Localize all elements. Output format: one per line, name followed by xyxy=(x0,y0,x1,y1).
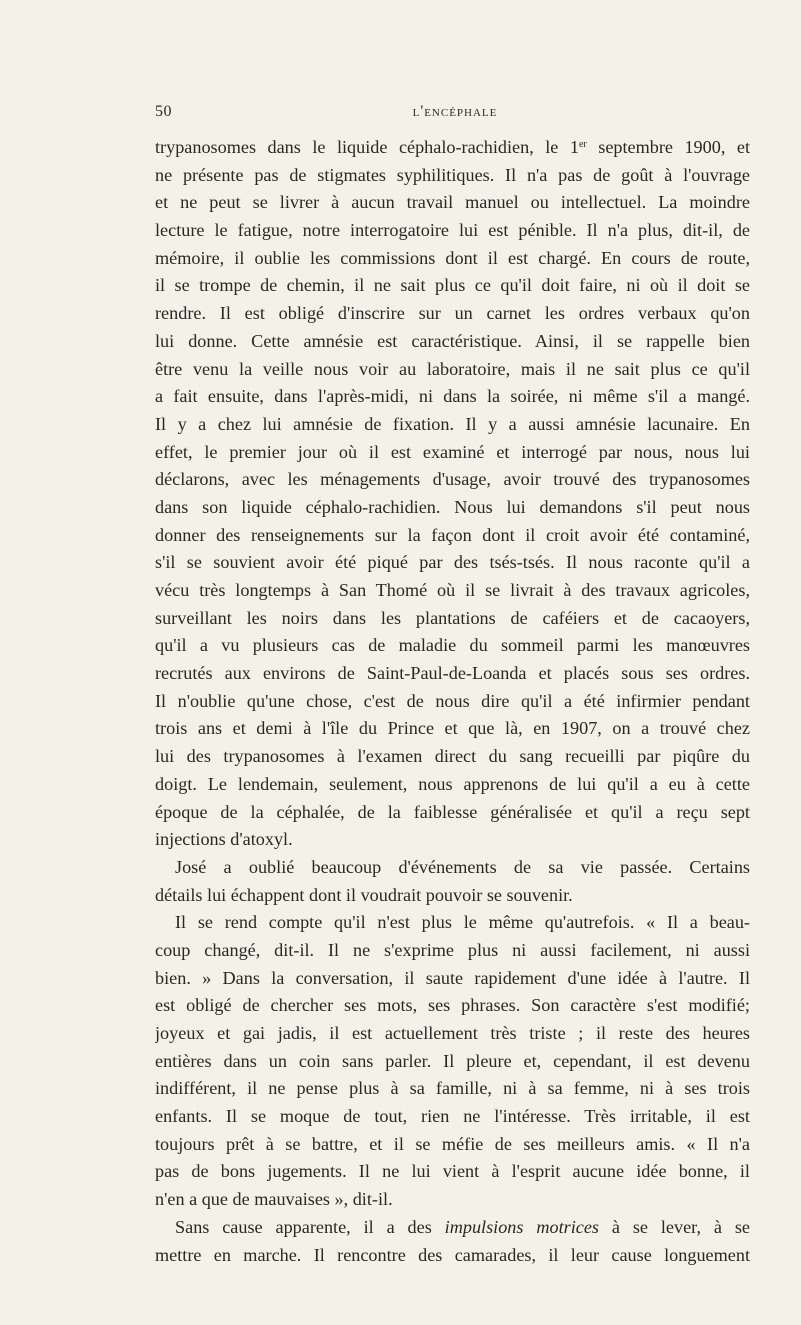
line-text: donner des renseignements sur la façon dont il croit avoir été contaminé, xyxy=(155,524,750,545)
text-line xyxy=(155,632,750,660)
text-line xyxy=(155,937,750,965)
text-line xyxy=(155,771,750,799)
line-text: ne présente pas de stigmates syphilitiques. Il n'a pas de goût à l'ouvrage xyxy=(155,164,750,185)
text-line xyxy=(155,1131,750,1159)
running-head xyxy=(155,103,755,127)
text-line xyxy=(155,605,750,633)
line-text: est obligé de chercher ses mots, ses phrases. Son caractère s'est modifié; xyxy=(155,995,750,1016)
line-text: vécu très longtemps à San Thomé où il se livrait à des travaux agricoles, xyxy=(155,580,750,600)
text-line xyxy=(155,1103,750,1131)
line-text: qu'il a vu plusieurs cas de maladie du sommeil parmi les manœuvres xyxy=(155,635,750,656)
line-text: entières dans un coin sans parler. Il pleure et, cependant, il est devenu xyxy=(155,1050,750,1071)
line-text: détails lui échappent dont il voudrait pouvoir se souvenir. xyxy=(155,884,573,905)
text-line xyxy=(155,411,750,439)
line-text: et ne peut se livrer à aucun travail manuel ou intellectuel. La moindre xyxy=(155,192,750,213)
line-text: lui des trypanosomes à l'examen direct du sang recueilli par piqûre du xyxy=(155,746,750,767)
line-text: dans son liquide céphalo-rachidien. Nous lui demandons s'il peut nous xyxy=(155,496,750,517)
text-line xyxy=(155,356,750,384)
line-text: mémoire, il oublie les commissions dont il est chargé. En cours de route, xyxy=(155,247,750,268)
line-text: doigt. Le lendemain, seulement, nous apprenons de lui qu'il a eu à cette xyxy=(155,773,750,794)
text-line xyxy=(155,909,750,937)
line-text: lui donne. Cette amnésie est caractéristique. Ainsi, il se rappelle bien xyxy=(155,330,750,351)
text-line xyxy=(155,245,750,273)
line-text: déclarons, avec les ménagements d'usage, avoir trouvé des trypanosomes xyxy=(155,469,750,490)
line-text: mettre en marche. Il rencontre des camarades, il leur cause longuement xyxy=(155,1244,750,1265)
text-line xyxy=(155,217,750,245)
text-line xyxy=(155,1020,750,1048)
line-text: surveillant les noirs dans les plantations de caféiers et de cacaoyers, xyxy=(155,607,750,628)
line-text: bien. » Dans la conversation, il saute rapidement d'une idée à l'autre. Il xyxy=(155,967,750,988)
line-text: rendre. Il est obligé d'inscrire sur un carnet les ordres verbaux qu'on xyxy=(155,303,750,324)
line-text: être venu la veille nous voir au laboratoire, mais il ne sait plus ce qu'il xyxy=(155,358,750,379)
text-line xyxy=(155,549,750,577)
line-text: Sans cause apparente, il a des xyxy=(175,1216,445,1237)
line-text: joyeux et gai jadis, il est actuellement très triste ; il reste des heures xyxy=(155,1023,750,1043)
text-line xyxy=(155,965,750,993)
line-text: a fait ensuite, dans l'après-midi, ni dans la soirée, ni même s'il a mangé. xyxy=(155,386,750,407)
text-line xyxy=(155,1186,750,1214)
line-text: trypanosomes dans le liquide céphalo-rachidien, le 1 xyxy=(155,137,579,157)
text-line xyxy=(155,882,750,910)
text-line xyxy=(155,992,750,1020)
line-text: septembre 1900, et xyxy=(586,137,750,157)
text-line xyxy=(155,577,750,605)
text-line xyxy=(155,300,750,328)
text-line xyxy=(155,189,750,217)
line-text: recrutés aux environs de Saint-Paul-de-Loanda et placés sous ses ordres. xyxy=(155,663,750,684)
text-line xyxy=(155,134,750,162)
text-line xyxy=(155,1158,750,1186)
line-text: effet, le premier jour où il est examiné et interrogé par nous, nous lui xyxy=(155,441,750,462)
line-text: José a oublié beaucoup d'événements de sa vie passée. Certains xyxy=(175,856,750,877)
text-line xyxy=(155,688,750,716)
text-line xyxy=(155,1214,750,1242)
line-text: Il y a chez lui amnésie de fixation. Il y a aussi amnésie lacunaire. En xyxy=(155,413,750,434)
line-text: n'en a que de mauvaises », dit-il. xyxy=(155,1189,393,1210)
chapter-title: l'encéphale xyxy=(412,103,498,120)
text-line xyxy=(155,799,750,827)
text-line xyxy=(155,522,750,550)
line-text: pas de bons jugements. Il ne lui vient à l'esprit aucune idée bonne, il xyxy=(155,1161,750,1182)
line-text: injections d'atoxyl. xyxy=(155,829,293,850)
text-line xyxy=(155,383,750,411)
line-text: Il se rend compte qu'il n'est plus le même qu'autrefois. « Il a beau- xyxy=(175,912,750,933)
text-line xyxy=(155,660,750,688)
text-line xyxy=(155,328,750,356)
line-text: indifférent, il ne pense plus à sa famille, ni à sa femme, ni à ses trois xyxy=(155,1078,750,1099)
text-line xyxy=(155,826,750,854)
text-line xyxy=(155,494,750,522)
line-text: époque de la céphalée, de la faiblesse généralisée et qu'il a reçu sept xyxy=(155,801,750,822)
text-line xyxy=(155,1242,750,1270)
line-text: à se lever, à se xyxy=(599,1216,750,1237)
line-text: Il n'oublie qu'une chose, c'est de nous dire qu'il a été infirmier pendant xyxy=(155,690,750,711)
italic-term: impulsions motrices xyxy=(444,1216,599,1237)
body-text xyxy=(155,134,750,1269)
text-line xyxy=(155,854,750,882)
line-text: il se trompe de chemin, il ne sait plus ce qu'il doit faire, ni où il doit se xyxy=(155,275,750,296)
page-number: 50 xyxy=(155,103,172,120)
line-text: s'il se souvient avoir été piqué par des tsés-tsés. Il nous raconte qu'il a xyxy=(155,552,750,573)
text-line xyxy=(155,162,750,190)
line-text: lecture le fatigue, notre interrogatoire lui est pénible. Il n'a plus, dit-il, de xyxy=(155,220,750,241)
line-text: toujours prêt à se battre, et il se méfie de ses meilleurs amis. « Il n'a xyxy=(155,1133,750,1154)
text-line xyxy=(155,715,750,743)
text-line xyxy=(155,743,750,771)
ordinal-superscript: er xyxy=(578,139,587,150)
line-text: enfants. Il se moque de tout, rien ne l'intéresse. Très irritable, il est xyxy=(155,1106,750,1127)
text-line xyxy=(155,439,750,467)
line-text: trois ans et demi à l'île du Prince et que là, en 1907, on a trouvé chez xyxy=(155,718,750,739)
text-line xyxy=(155,1048,750,1076)
text-line xyxy=(155,1075,750,1103)
text-line xyxy=(155,272,750,300)
line-text: coup changé, dit-il. Il ne s'exprime plus ni aussi facilement, ni aussi xyxy=(155,939,750,960)
text-line xyxy=(155,466,750,494)
